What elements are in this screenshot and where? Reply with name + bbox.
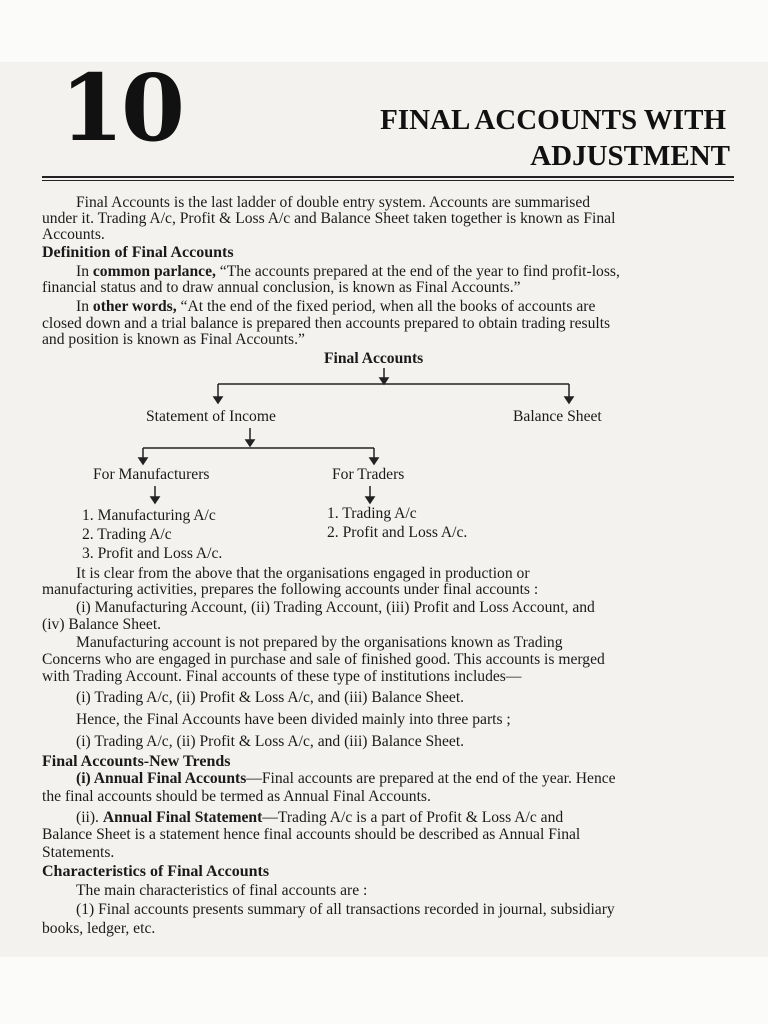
diagram-root: Final Accounts: [324, 350, 424, 367]
chapter-title-line1: FINAL ACCOUNTS WITH: [380, 104, 726, 136]
intro-line1: Final Accounts is the last ladder of double entry system. Accounts are summarised: [76, 194, 591, 211]
definition-p2-line1: In other words, “At the end of the fixed period, when all the books of accounts are: [76, 298, 596, 315]
trends-ii-line3: Statements.: [42, 844, 115, 861]
definition-p2-line2: closed down and a trial balance is prepared then accounts prepared to obtain trading results: [42, 315, 611, 332]
intro-line2: under it. Trading A/c, Profit & Loss A/c and Balance Sheet taken together is known as Final: [42, 210, 616, 227]
diagram-trader-item: 2. Profit and Loss A/c.: [327, 524, 468, 541]
characteristics-intro: The main characteristics of final accounts are :: [76, 882, 368, 899]
diagram-man-item: 3. Profit and Loss A/c.: [82, 545, 223, 562]
body-p3-line1: It is clear from the above that the organisations engaged in production or: [76, 565, 530, 582]
chapter-number: 10: [60, 54, 183, 162]
body-p4-line3: with Trading Account. Final accounts of these type of institutions includes—: [42, 668, 522, 685]
diagram-for-manufacturers: For Manufacturers: [93, 466, 210, 483]
definition-p1-line2: financial status and to draw annual conclusion, is known as Final Accounts.”: [42, 279, 521, 296]
body-p5-line1: Hence, the Final Accounts have been divided mainly into three parts ;: [76, 711, 511, 728]
chapter-title-line2: ADJUSTMENT: [530, 140, 730, 172]
diagram-statement-of-income: Statement of Income: [146, 408, 276, 425]
body-p3-line2: manufacturing activities, prepares the following accounts under final accounts :: [42, 581, 539, 598]
trends-heading: Final Accounts-New Trends: [42, 753, 231, 770]
definition-heading: Definition of Final Accounts: [42, 244, 234, 261]
body-p4-line1: Manufacturing account is not prepared by the organisations known as Trading: [76, 634, 563, 651]
body-p4-line4: (i) Trading A/c, (ii) Profit & Loss A/c, and (iii) Balance Sheet.: [76, 689, 465, 706]
characteristics-item1-line2: books, ledger, etc.: [42, 920, 156, 937]
intro-line3: Accounts.: [42, 226, 105, 243]
diagram-man-item: 1. Manufacturing A/c: [82, 507, 216, 524]
diagram-for-traders: For Traders: [332, 466, 405, 483]
body-p3-line3: (i) Manufacturing Account, (ii) Trading Account, (iii) Profit and Loss Account, and: [76, 599, 595, 616]
body-p5-line2: (i) Trading A/c, (ii) Profit & Loss A/c, and (iii) Balance Sheet.: [76, 733, 465, 750]
trends-ii-line1: (ii). Annual Final Statement—Trading A/c is a part of Profit & Loss A/c and: [76, 809, 564, 826]
definition-p2-line3: and position is known as Final Accounts.”: [42, 331, 305, 348]
diagram-man-item: 2. Trading A/c: [82, 526, 172, 543]
diagram-trader-item: 1. Trading A/c: [327, 505, 417, 522]
trends-i-line2: the final accounts should be termed as Annual Final Accounts.: [42, 788, 431, 805]
body-p4-line2: Concerns who are engaged in purchase and sale of finished good. This accounts is merged: [42, 651, 605, 668]
trends-ii-line2: Balance Sheet is a statement hence final accounts should be described as Annual Final: [42, 826, 581, 843]
body-p3-line4: (iv) Balance Sheet.: [42, 616, 162, 633]
definition-p1-line1: In common parlance, “The accounts prepared at the end of the year to find profit-loss,: [76, 263, 620, 280]
diagram-balance-sheet: Balance Sheet: [513, 408, 602, 425]
characteristics-heading: Characteristics of Final Accounts: [42, 863, 270, 880]
trends-i-line1: (i) Annual Final Accounts—Final accounts are prepared at the end of the year. Hence: [76, 770, 616, 787]
characteristics-item1-line1: (1) Final accounts presents summary of all transactions recorded in journal, subsidiary: [76, 901, 615, 918]
